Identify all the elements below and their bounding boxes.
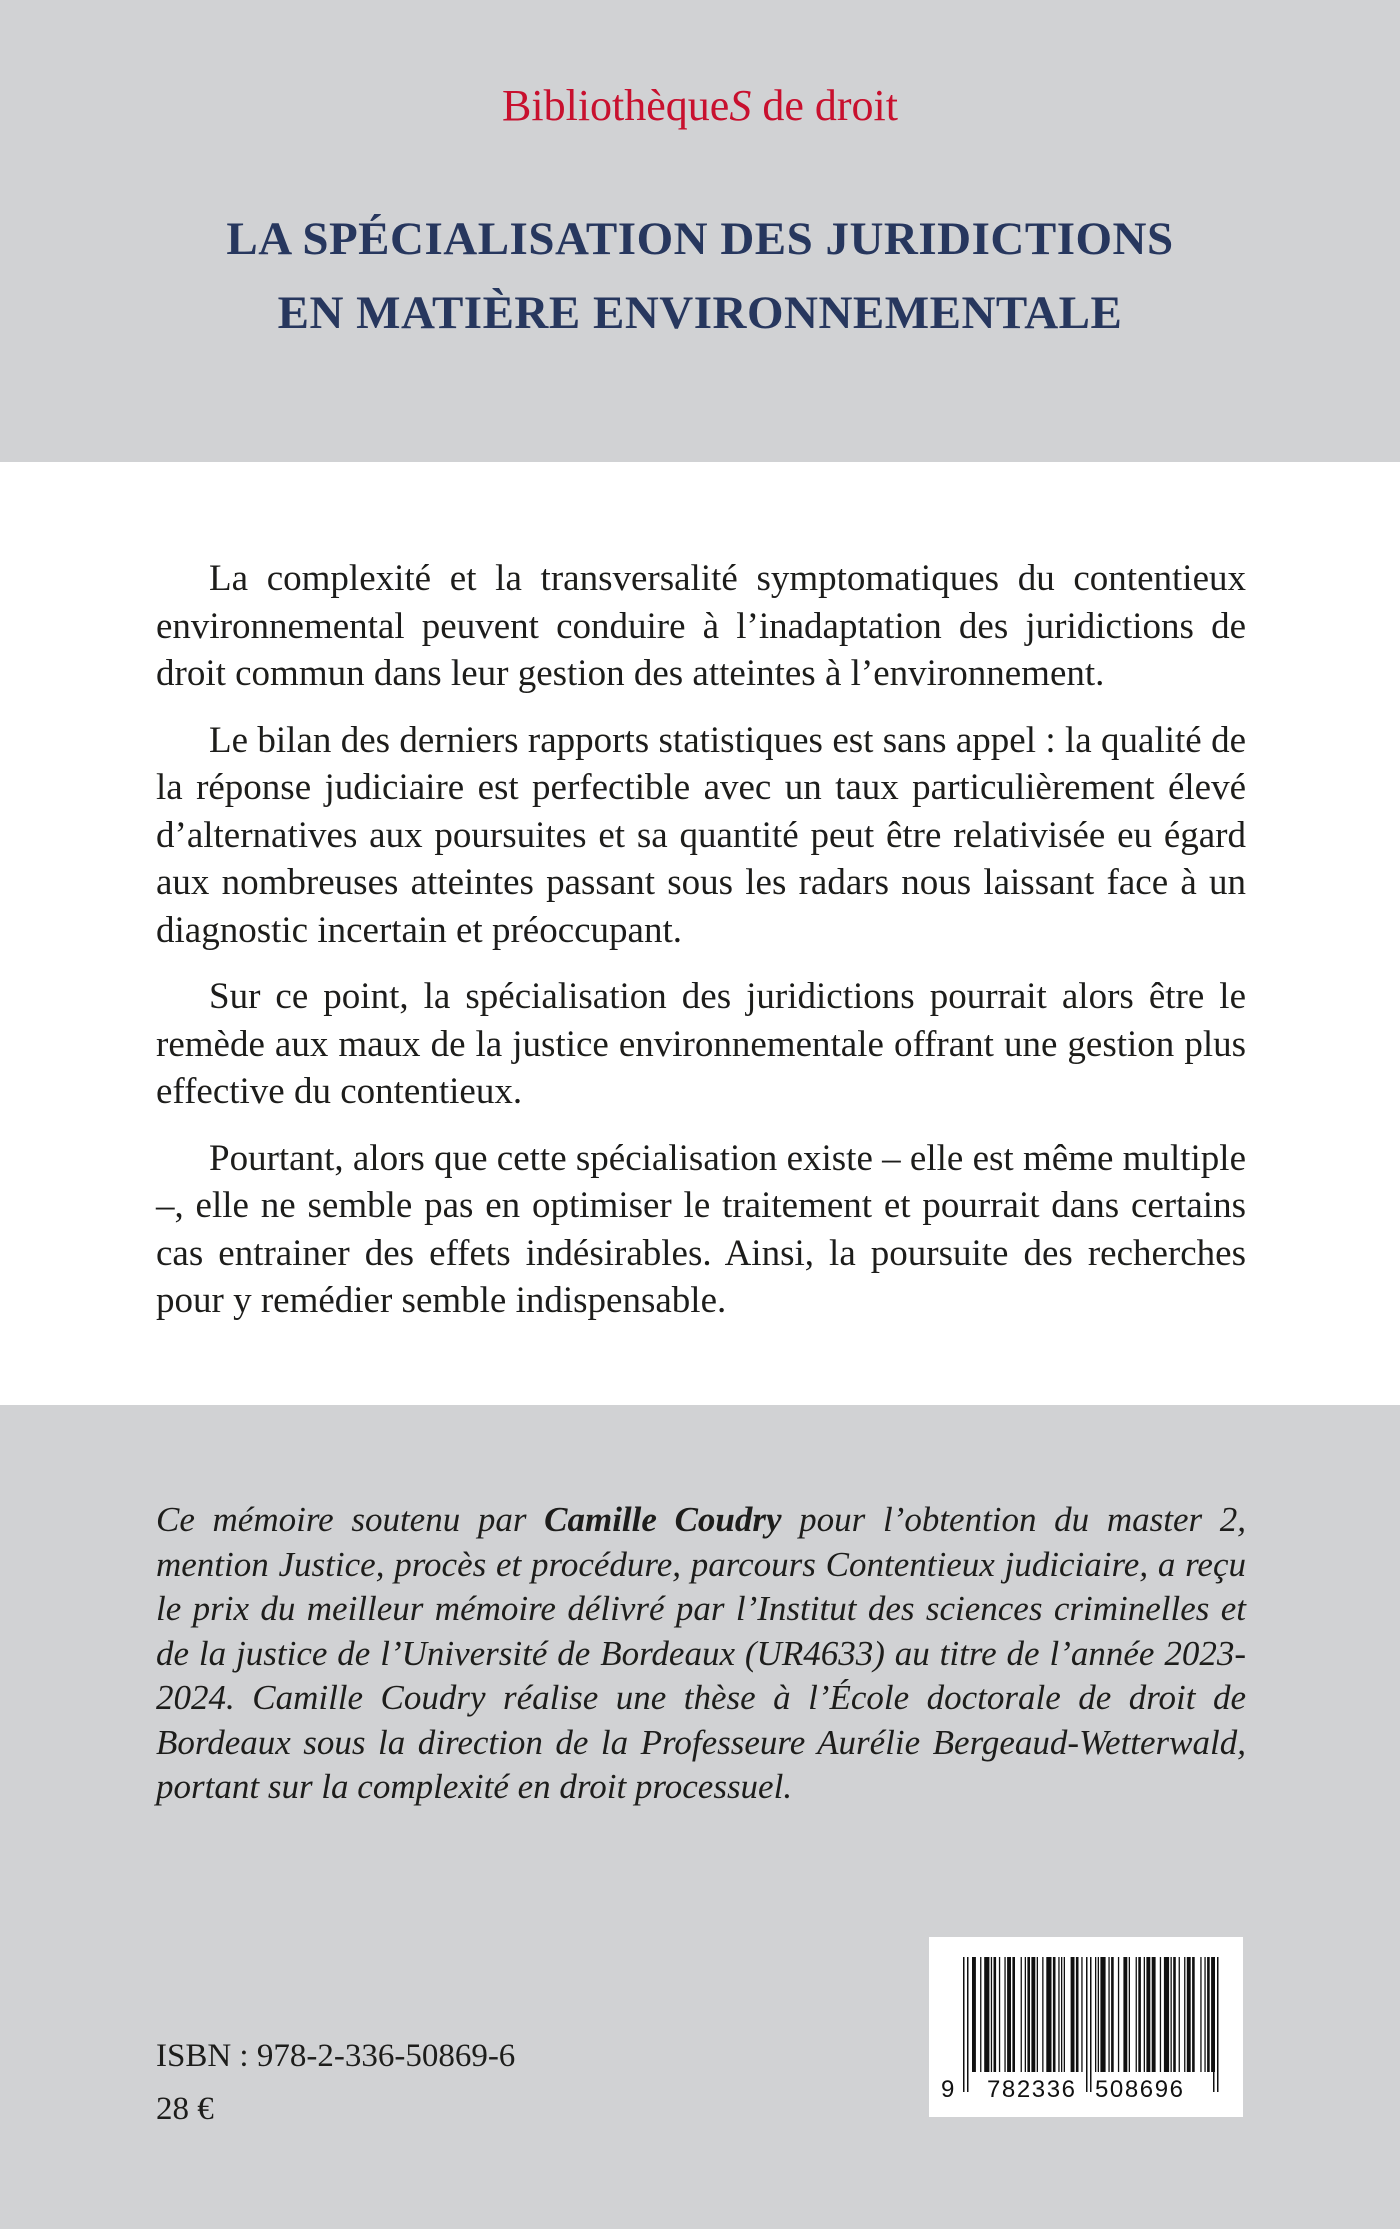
barcode-digits-right: 508696 <box>1095 2076 1183 2103</box>
book-title <box>0 202 1400 350</box>
barcode-bar <box>1200 1957 1201 2072</box>
barcode-bar <box>1031 1957 1035 2072</box>
barcode-bar <box>1037 1957 1038 2072</box>
summary-panel <box>0 462 1400 1405</box>
barcode-digit-prefix: 9 <box>941 2076 955 2103</box>
barcode-bar <box>999 1957 1000 2072</box>
series-name: BibliothèqueS de droit <box>502 81 898 130</box>
barcode-bar <box>1086 1957 1088 2092</box>
barcode-bar <box>1090 1957 1092 2092</box>
header-panel <box>0 0 1400 462</box>
barcode-bar <box>1144 1957 1145 2072</box>
isbn: ISBN : 978-2-336-50869-6 <box>156 2038 516 2074</box>
barcode-bar <box>1171 1957 1172 2072</box>
barcode-bar <box>994 1957 997 2072</box>
barcode-bar <box>1192 1957 1195 2072</box>
barcode-bar <box>1160 1957 1161 2072</box>
barcode-bar <box>1179 1957 1180 2072</box>
barcode-bar <box>984 1957 989 2072</box>
barcode-bar <box>1046 1957 1051 2072</box>
barcode-bar <box>1136 1957 1137 2072</box>
summary-paragraph: Pourtant, alors que cette spécialisation existe – elle est même multiple –, elle ne semble pas en optimiser le traitement et pourrait dans certains cas entrainer des effets indésirables. Ainsi, la poursuite des recherches pour y remédier semble indispensable. <box>156 1137 1246 1321</box>
barcode-bar <box>1027 1957 1030 2072</box>
barcode-bar <box>1004 1957 1005 2072</box>
barcode-bar <box>1064 1957 1065 2072</box>
barcode-bar <box>1100 1957 1105 2072</box>
barcode-bar <box>1007 1957 1011 2072</box>
barcode-bar <box>967 1957 969 2092</box>
barcode-bar <box>1081 1957 1082 2072</box>
barcode-bar <box>1042 1957 1043 2072</box>
barcode-bar <box>972 1957 976 2072</box>
barcode-bar <box>1152 1957 1156 2072</box>
barcode-bar <box>1053 1957 1056 2072</box>
barcode-bar <box>1184 1957 1185 2072</box>
title-line-1: LA SPÉCIALISATION DES JURIDICTIONS <box>226 213 1174 265</box>
barcode-bar <box>963 1957 965 2092</box>
summary-paragraph: Sur ce point, la spécialisation des juridictions pourrait alors être le remède aux maux de la justice environnementale offrant une gestion plus effective du contentieux. <box>156 976 1246 1112</box>
barcode <box>929 1937 1243 2117</box>
barcode-bar <box>1025 1957 1026 2072</box>
barcode-bar <box>1123 1957 1127 2072</box>
barcode-bar <box>1129 1957 1130 2072</box>
title-line-2: EN MATIÈRE ENVIRONNEMENTALE <box>277 287 1123 339</box>
summary-paragraph: Le bilan des derniers rapports statistiques est sans appel : la qualité de la réponse judiciaire est perfectible avec un taux particulièrement élevé d’alternatives aux poursuites et sa quantité peut être relativisée eu égard aux nombreuses atteintes passant sous les radars nous laissant face à un diagnostic incertain et préoccupant. <box>156 719 1246 951</box>
barcode-bar <box>1217 1957 1219 2092</box>
barcode-bar <box>1108 1957 1109 2072</box>
barcode-bar <box>1012 1957 1015 2072</box>
barcode-bar <box>1164 1957 1169 2072</box>
author-bio: Ce mémoire soutenu par Camille Coudry pour l’obtention du master 2, mention Justice, procès et procédure, parcours Contentieux judiciaire, a reçu le prix du meilleur mémoire délivré par l’Institut des sciences criminelles et de la justice de l’Université de Bordeaux (UR4633) au titre de l’année 2023-2024. Camille Coudry réalise une thèse à l’École doctorale de droit de Bordeaux sous la direction de la Professeure Aurélie Bergeaud-Wetterwald, portant sur la complexité en droit processuel. <box>156 1500 1246 1806</box>
barcode-bar <box>1118 1957 1119 2072</box>
barcode-bar <box>1111 1957 1114 2072</box>
summary-text <box>156 555 1246 1344</box>
barcode-bar <box>1146 1957 1150 2072</box>
barcode-bar <box>1076 1957 1079 2072</box>
barcode-bar <box>1138 1957 1141 2072</box>
barcode-bar <box>991 1957 992 2072</box>
barcode-bar <box>980 1957 981 2072</box>
barcode-bar <box>1207 1957 1210 2072</box>
summary-paragraph: La complexité et la transversalité symptomatiques du contentieux environnemental peuvent conduire à l’inadaptation des juridictions de droit commun dans leur gestion des atteintes à l’environnement. <box>156 558 1246 694</box>
barcode-bar <box>1061 1957 1062 2072</box>
barcode-bar <box>1071 1957 1075 2072</box>
barcode-bar <box>1058 1957 1059 2072</box>
barcode-bar <box>1095 1957 1096 2072</box>
author-name: Camille Coudry <box>544 1500 782 1539</box>
barcode-bar <box>1204 1957 1205 2072</box>
barcode-digits-left: 782336 <box>987 2076 1075 2103</box>
barcode-bar <box>1173 1957 1176 2072</box>
barcode-bar <box>1213 1957 1215 2092</box>
footer-panel <box>0 1405 1400 2229</box>
barcode-bar <box>1187 1957 1191 2072</box>
barcode-bar <box>1098 1957 1099 2072</box>
barcode-image <box>929 1937 1243 2117</box>
barcode-bar <box>1021 1957 1022 2072</box>
price: 28 € <box>156 2091 214 2127</box>
